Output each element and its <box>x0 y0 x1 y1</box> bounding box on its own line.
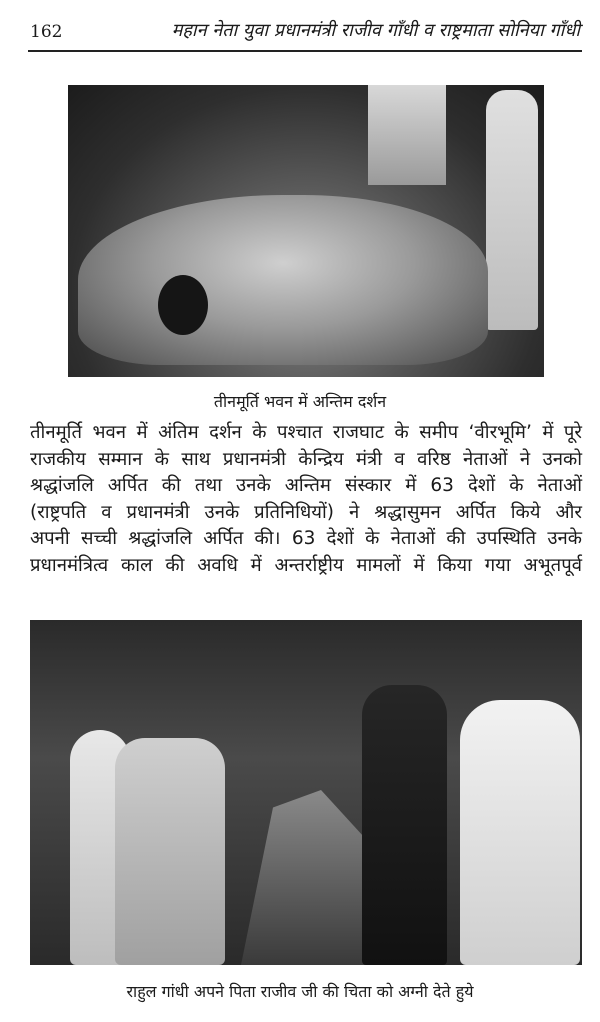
shadow <box>158 275 208 335</box>
page-header <box>28 14 582 52</box>
page-number: 162 <box>30 22 63 42</box>
man-in-dark <box>362 685 447 965</box>
guard-figure <box>486 90 538 330</box>
text-line: अपनी सच्ची श्रद्धांजलि अर्पित की। 63 देशों के नेताओं की उपस्थिति उनके <box>30 528 582 549</box>
flower-covered-bier <box>78 195 488 365</box>
running-title: महान नेता युवा प्रधानमंत्री राजीव गाँधी व राष्ट्रमाता सोनिया गाँधी <box>171 20 580 41</box>
rahul-gandhi-figure <box>460 700 580 965</box>
photo-funeral-pyre <box>30 620 582 965</box>
text-line: तीनमूर्ति भवन में अंतिम दर्शन के पश्चात राजघाट के समीप ‘वीरभूमि’ में पूरे <box>30 422 582 443</box>
pyre <box>225 790 385 965</box>
figure2-caption: राहुल गांधी अपने पिता राजीव जी की चिता को अग्नी देते हुये <box>126 982 474 1001</box>
portrait-image <box>368 85 446 185</box>
text-line: श्रद्धांजलि अर्पित की तथा उनके अन्तिम संस्कार में 63 देशों के नेताओं <box>30 475 582 496</box>
photo-funeral-bier <box>68 85 544 377</box>
text-line: प्रधानमंत्रित्व काल की अवधि में अन्तर्राष्ट्रीय मामलों में किया गया अभूतपूर्व <box>30 554 582 576</box>
text-line: राजकीय सम्मान के साथ प्रधानमंत्री केन्द्रिय मंत्री व वरिष्ठ नेताओं ने उनको <box>30 448 582 470</box>
figure1-caption: तीनमूर्ति भवन में अन्तिम दर्शन <box>213 392 387 411</box>
body-paragraph <box>30 420 582 579</box>
man-in-white <box>115 738 225 965</box>
text-line: (राष्ट्रपति व प्रधानमंत्री उनके प्रतिनिधियों) ने श्रद्धासुमन अर्पित किये और <box>30 501 582 523</box>
